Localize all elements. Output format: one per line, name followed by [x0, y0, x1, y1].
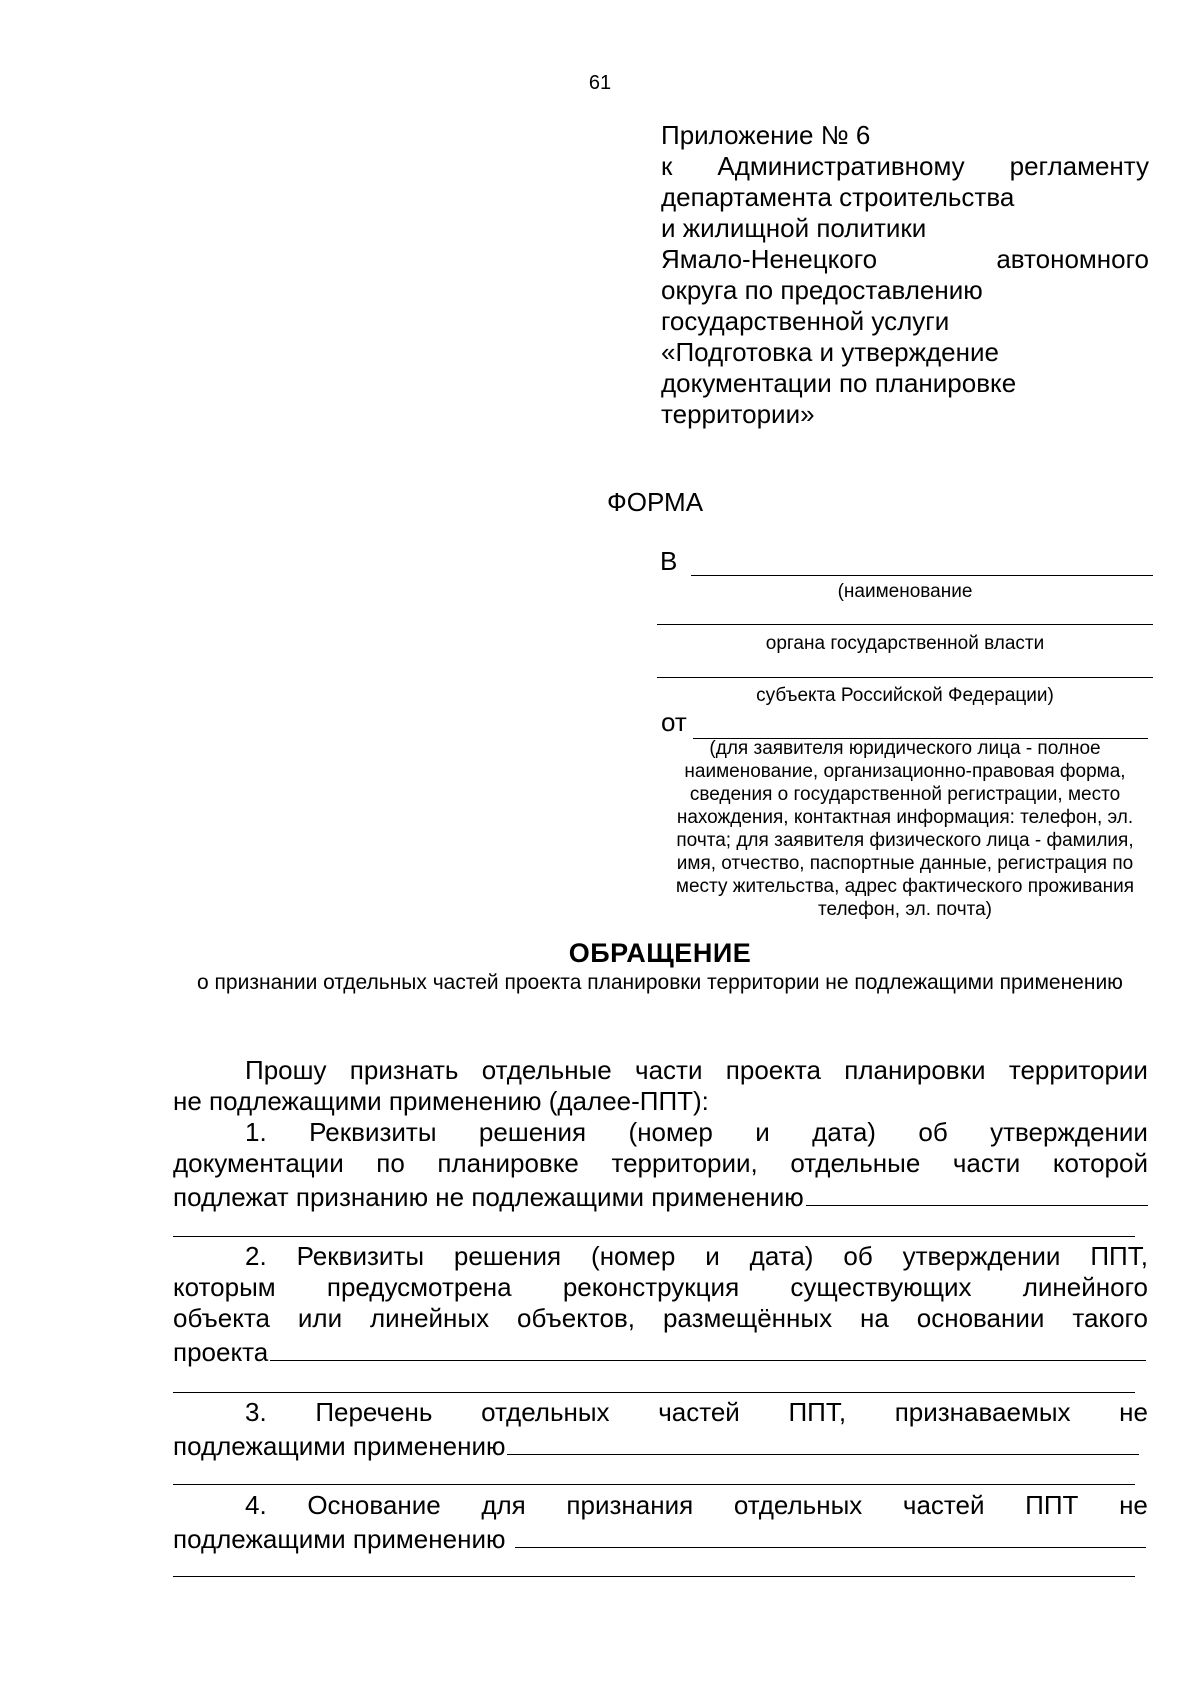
document-subtitle: о признании отдельных частей проекта планировки территории не подлежащими применению [197, 971, 1123, 994]
applicant-caption: (для заявителя юридического лица - полное наименование, организационно-правовая форма, сведения о государственной регистрации, место нахождения, контактная информация: телефон, эл. почта; для заявителя физического лица - фамилия, имя, отчество, паспортные данные, регистрация по месту жительства, адрес фактического проживания телефон, эл. почта) [675, 738, 1135, 920]
appendix-line: документации по планировке [661, 368, 1017, 398]
addressee-fill-line[interactable] [691, 575, 1153, 576]
text-line: подлежат признанию не подлежащими применению [173, 1182, 804, 1212]
text-line: 3. Перечень отдельных частей ППТ, признаваемых не [245, 1397, 1148, 1427]
text-line: подлежащими применению [173, 1524, 513, 1554]
body-intro [173, 1055, 1148, 1213]
body-item2 [173, 1241, 1148, 1368]
appendix-line: «Подготовка и утверждение [661, 337, 999, 367]
appendix-line: государственной услуги [661, 306, 950, 336]
form-label: ФОРМА [607, 487, 704, 517]
addressee-caption: органа государственной власти [765, 633, 1045, 654]
applicant-prefix: от [661, 707, 687, 737]
text-line: 4. Основание для признания отдельных частей ППТ не [245, 1490, 1148, 1520]
item1-fill-line[interactable] [806, 1179, 1148, 1206]
item2-answer-row [173, 1334, 1146, 1368]
document-title: ОБРАЩЕНИЕ [568, 938, 752, 968]
item4-fill-line-2[interactable] [173, 1576, 1135, 1577]
text-line: документации по планировке территории, отдельные части которой [173, 1148, 1148, 1178]
item3-fill-line-2[interactable] [173, 1484, 1135, 1485]
item3-fill-line[interactable] [507, 1428, 1139, 1455]
text-line: 1. Реквизиты решения (номер и дата) об утверждении [245, 1117, 1148, 1147]
addressee-caption: субъекта Российской Федерации) [756, 685, 1054, 706]
addressee-prefix: В [660, 546, 678, 576]
item4-answer-row [173, 1521, 1146, 1555]
item2-fill-line[interactable] [270, 1334, 1146, 1361]
addressee-fill-line[interactable] [657, 624, 1153, 625]
appendix-line: округа по предоставлению [661, 275, 983, 305]
item1-answer-row [173, 1179, 1148, 1213]
body-item3 [173, 1397, 1148, 1462]
item1-fill-line-2[interactable] [173, 1236, 1135, 1237]
text-line: 2. Реквизиты решения (номер и дата) об утверждении ППТ, [245, 1241, 1148, 1271]
item2-fill-line-2[interactable] [173, 1392, 1135, 1393]
appendix-line: Ямало-Ненецкого автономного [661, 244, 1149, 274]
text-line: проекта [173, 1337, 269, 1367]
item4-fill-line[interactable] [515, 1521, 1146, 1548]
appendix-line: к Административному регламенту [661, 151, 1149, 181]
appendix-header [661, 120, 1149, 430]
text-line: Прошу признать отдельные части проекта планировки территории [245, 1055, 1148, 1085]
appendix-line: и жилищной политики [661, 213, 927, 243]
item3-answer-row [173, 1428, 1139, 1462]
text-line: объекта или линейных объектов, размещённых на основании такого [173, 1303, 1148, 1333]
text-line: которым предусмотрена реконструкция существующих линейного [173, 1272, 1148, 1302]
addressee-fill-line[interactable] [657, 677, 1153, 678]
addressee-caption: (наименование [837, 581, 973, 602]
appendix-line: территории» [661, 399, 815, 429]
body-item4 [173, 1490, 1148, 1555]
appendix-line: департамента строительства [661, 182, 1015, 212]
appendix-line: Приложение № 6 [661, 120, 871, 150]
page-number: 61 [588, 72, 612, 94]
addressee-block [657, 546, 1153, 706]
text-line: подлежащими применению [173, 1431, 506, 1461]
text-line: не подлежащими применению (далее-ППТ): [173, 1086, 709, 1116]
